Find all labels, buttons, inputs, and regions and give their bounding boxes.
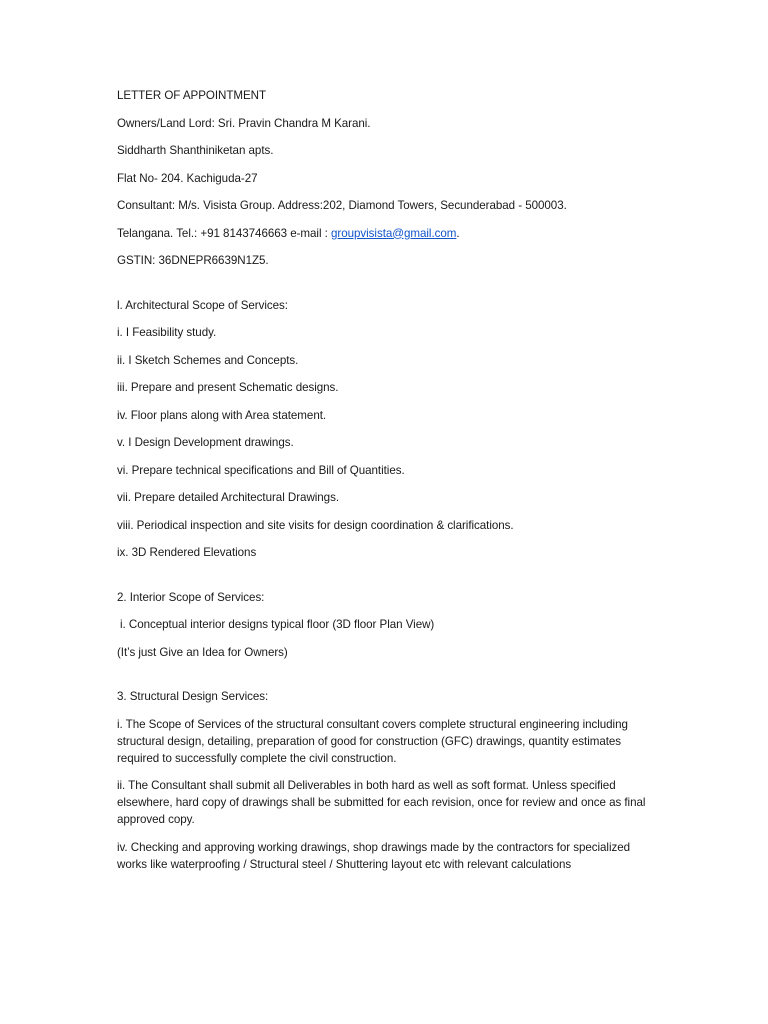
owner-line: Owners/Land Lord: Sri. Pravin Chandra M Karani. xyxy=(117,116,371,130)
architectural-item: v. I Design Development drawings. xyxy=(117,436,294,449)
interior-item-text: i. Conceptual interior designs typical floor (3D floor Plan View) xyxy=(120,618,435,631)
structural-paragraph: i. The Scope of Services of the structural consultant covers complete structural engineering including structural design, detailing, preparation of good for construction (GFC) drawings, quantity estimates required to successfully complete the civil construction. xyxy=(117,717,628,765)
section-gap xyxy=(117,280,657,297)
flat-line: Flat No- 204. Kachiguda-27 xyxy=(117,171,258,185)
letter-title: LETTER OF APPOINTMENT xyxy=(117,89,267,102)
structural-heading: 3. Structural Design Services: xyxy=(117,690,269,703)
section-gap xyxy=(117,572,657,589)
architectural-item: i. I Feasibility study. xyxy=(117,326,217,339)
interior-heading: 2. Interior Scope of Services: xyxy=(117,590,265,604)
section-gap xyxy=(117,671,657,688)
architectural-item: vii. Prepare detailed Architectural Drawings. xyxy=(117,491,339,504)
structural-paragraph: ii. The Consultant shall submit all Deliverables in both hard as well as soft format. Unless specified elsewhere, hard copy of drawings shall be submitted for each revision, once for review and once as final approved copy. xyxy=(117,779,646,826)
architectural-item: viii. Periodical inspection and site visits for design coordination & clarifications. xyxy=(117,518,514,532)
structural-paragraph: iv. Checking and approving working drawings, shop drawings made by the contractors for specialized works like waterproofing / Structural steel / Shuttering layout etc with relevant calculations xyxy=(117,840,631,871)
interior-item xyxy=(117,616,657,633)
letter-document xyxy=(117,87,657,883)
contact-prefix: Telangana. Tel.: +91 8143746663 e-mail : xyxy=(117,226,331,240)
architectural-item: ii. I Sketch Schemes and Concepts. xyxy=(117,353,299,367)
architectural-item: iii. Prepare and present Schematic designs. xyxy=(117,381,339,394)
email-link[interactable]: groupvisista@gmail.com xyxy=(331,226,457,240)
consultant-line: Consultant: M/s. Visista Group. Address:202, Diamond Towers, Secunderabad - 500003. xyxy=(117,199,567,212)
architectural-heading: l. Architectural Scope of Services: xyxy=(117,298,288,312)
interior-note: (It’s just Give an Idea for Owners) xyxy=(117,645,288,659)
gstin-line: GSTIN: 36DNEPR6639N1Z5. xyxy=(117,254,269,267)
contact-suffix: . xyxy=(456,226,460,240)
contact-line xyxy=(117,225,657,242)
architectural-item: ix. 3D Rendered Elevations xyxy=(117,546,257,559)
architectural-item: vi. Prepare technical specifications and Bill of Quantities. xyxy=(117,463,405,477)
apartment-line: Siddharth Shanthiniketan apts. xyxy=(117,144,274,157)
architectural-item: iv. Floor plans along with Area statement. xyxy=(117,408,327,422)
